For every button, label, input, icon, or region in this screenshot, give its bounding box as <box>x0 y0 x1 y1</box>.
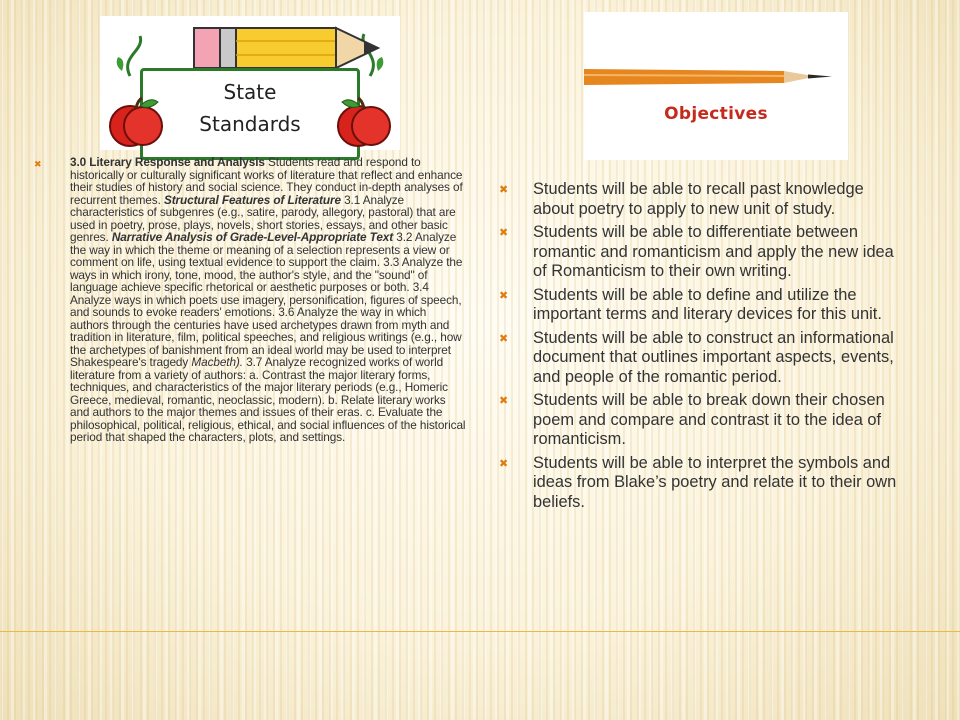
objective-text: Students will be able to construct an informational document that outlines important aspects, events, and people of the romantic period. <box>533 328 894 386</box>
x-mark-bullet-icon: ✖ <box>499 395 509 407</box>
objectives-image <box>584 12 848 160</box>
standards-title-line1: State <box>223 80 277 104</box>
apple-icon <box>110 98 162 146</box>
footer-divider <box>0 631 960 632</box>
macbeth-title: Macbeth). <box>191 355 243 369</box>
x-mark-bullet-icon: ✖ <box>499 457 509 470</box>
pencil-icon <box>584 69 832 85</box>
objective-item <box>498 454 908 513</box>
standard-text: 3.2 Analyze the way in which the theme or meaning of a selection represents a view or comment on life, using textual evidence to support the claim. 3.3 Analyze the ways in which irony, tone, mood, the author's style, and the "sound" of language achieve specific rhetorical or aesthetic purposes or both. 3.4 Analyze ways in which poets use imagery, personification, figures of speech, and sounds to evoke readers' emotions. 3.6 Analyze the way in which authors through the centuries have used archetypes drawn from myth and tradition in literature, film, political speeches, and religious writings (e.g., how the archetypes of banishment from an ideal world may be used to interpret Shakespeare's tragedy <box>70 230 463 369</box>
standard-text: 3.1 Analyze characteristics of subgenres (e.g., satire, parody, allegory, pastoral) that are used in poetry, prose, plays, novels, short stories, essays, and other basic genres. <box>70 192 456 244</box>
x-mark-bullet-icon: ✖ <box>34 159 42 169</box>
objective-text: Students will be able to recall past knowledge about poetry to apply to new unit of study. <box>533 180 864 218</box>
x-mark-bullet-icon: ✖ <box>499 184 509 196</box>
objective-text: Students will be able to break down their chosen poem and compare and contrast it to the idea of romanticism. <box>533 391 885 448</box>
apples-graphic <box>100 16 400 150</box>
standard-text: 3.7 Analyze recognized works of world literature from a variety of authors: a. Contrast the major literary forms, techniques, and characteristics of the major literary periods (e.g., Homeric Greece, medieval, romantic, neoclassic, modern). b. Relate literary works and authors to the major themes and issues of their eras. c. Evaluate the philosophical, political, religious, ethical, and social influences of the historical period that shaped the characters, plots, and settings. <box>70 355 466 444</box>
objective-text: Students will be able to interpret the symbols and ideas from Blake’s poetry and relate it to their own beliefs. <box>533 453 897 511</box>
state-standards-image <box>100 16 400 150</box>
standard-heading-literary-response: 3.0 Literary Response and Analysis <box>70 155 265 169</box>
objective-item <box>498 223 908 282</box>
objective-item <box>498 391 908 450</box>
standard-heading-narrative-analysis: Narrative Analysis of Grade-Level-Appropriate Text <box>111 230 394 244</box>
x-mark-bullet-icon: ✖ <box>499 332 509 345</box>
standards-paragraph <box>70 156 468 444</box>
x-mark-bullet-icon: ✖ <box>499 289 509 302</box>
objectives-list <box>498 180 908 516</box>
x-mark-bullet-icon: ✖ <box>499 227 509 239</box>
standard-text: Students read and respond to historically or culturally significant works of literature that reflect and enhance their studies of history and social science. They conduct in-depth analyses of recurrent themes. <box>70 155 463 207</box>
standards-title-line2: Standards <box>199 112 301 136</box>
pencil-graphic <box>584 12 848 160</box>
objective-text: Students will be able to define and utilize the important terms and literary devices for this unit. <box>533 285 882 323</box>
objective-item <box>498 329 908 388</box>
objective-item <box>498 180 908 219</box>
objective-text: Students will be able to differentiate between romantic and romanticism and apply the new idea of Romanticism to their own writing. <box>533 223 894 280</box>
objectives-title: Objectives <box>664 104 768 124</box>
standard-heading-structural-features: Structural Features of Literature <box>163 192 341 207</box>
objective-item <box>498 286 908 325</box>
standards-list <box>34 156 468 444</box>
apple-icon <box>338 98 390 146</box>
